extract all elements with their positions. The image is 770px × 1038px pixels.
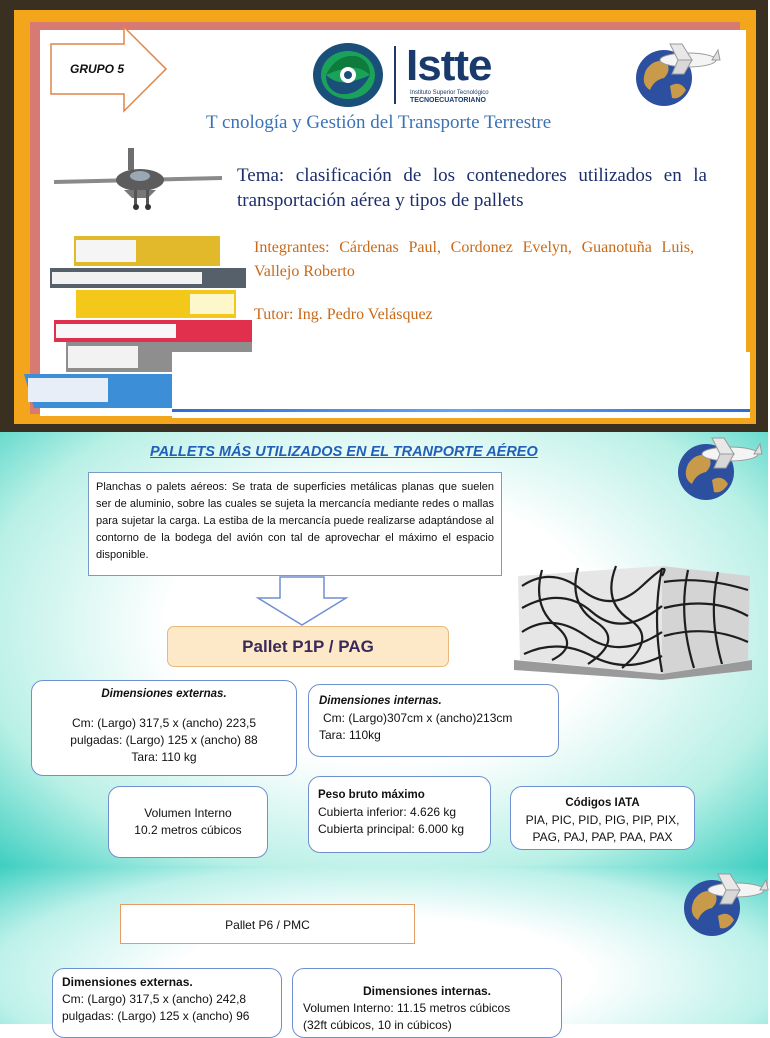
- internal-volume-heading: Volumen Interno: [144, 806, 232, 820]
- istte-emblem-icon: [312, 42, 384, 108]
- globe-airplane-icon: [632, 40, 722, 110]
- external-dimensions-box: [31, 680, 297, 776]
- logo-subtitle: Instituto Superior Tecnológico: [410, 90, 489, 96]
- p6-external-dimensions-box: [52, 968, 282, 1038]
- title-footer-bar: [172, 352, 750, 418]
- p6-internal-heading: Dimensiones internas.: [362, 984, 492, 998]
- internal-volume-value: 10.2 metros cúbicos: [134, 823, 242, 837]
- p6-internal-volume: Volumen Interno: 11.15 metros cúbicos: [303, 1001, 511, 1015]
- istte-logo: [312, 42, 512, 108]
- globe-airplane-icon: [680, 870, 770, 940]
- internal-dimensions-heading: Dimensiones internas.: [319, 695, 442, 707]
- p6-external-cm: Cm: (Largo) 317,5 x (ancho) 242,8: [62, 992, 247, 1006]
- logo-wordmark: Istte: [406, 41, 492, 90]
- group-label: GRUPO 5: [70, 62, 125, 76]
- p6-external-inches: pulgadas: (Largo) 125 x (ancho) 96: [62, 1009, 250, 1023]
- pallet-p6-label: Pallet P6 / PMC: [120, 904, 415, 944]
- lower-deck-weight: Cubierta inferior: 4.626 kg: [318, 805, 457, 819]
- airplane-icon: [54, 146, 222, 212]
- iata-codes-line2: PAG, PAJ, PAP, PAA, PAX: [532, 830, 673, 844]
- main-deck-weight: Cubierta principal: 6.000 kg: [318, 822, 465, 836]
- internal-dimensions-box: [308, 684, 559, 757]
- pallets-slide: [0, 432, 768, 866]
- logo-subtitle-name: TECNOECUATORIANO: [410, 97, 486, 104]
- slide-heading: PALLETS MÁS UTILIZADOS EN EL TRANPORTE AÉREO: [150, 444, 538, 460]
- p6-internal-dimensions-box: [292, 968, 562, 1038]
- pallet-p6-slide: [0, 866, 768, 1032]
- max-gross-weight-heading: Peso bruto máximo: [318, 789, 425, 801]
- internal-dimensions-cm: Cm: (Largo)307cm x (ancho)213cm: [323, 711, 513, 725]
- footer-stripe: [172, 409, 750, 412]
- team-members: Integrantes: Cárdenas Paul, Cordonez Evelyn, Guanotuña Luis, Vallejo Roberto: [254, 239, 694, 280]
- p6-internal-volume-ft: (32ft cúbicos, 10 in cúbicos): [303, 1018, 452, 1032]
- iata-codes-line1: PIA, PIC, PID, PIG, PIP, PIX,: [525, 813, 680, 827]
- max-gross-weight-box: [308, 776, 491, 853]
- external-dimensions-cm: Cm: (Largo) 317,5 x (ancho) 223,5: [71, 716, 257, 730]
- career-title: T cnología y Gestión del Transporte Terrestre: [206, 112, 552, 133]
- iata-codes-box: [510, 786, 695, 850]
- external-tare: Tara: 110 kg: [131, 750, 197, 764]
- internal-tare: Tara: 110kg: [319, 728, 381, 742]
- pallet-p1p-label: Pallet P1P / PAG: [167, 626, 449, 667]
- arrow-down-icon: [256, 576, 348, 626]
- tutor-name: Tutor: Ing. Pedro Velásquez: [254, 306, 433, 323]
- pallet-description: Planchas o palets aéreos: Se trata de superficies metálicas planas que suelen ser de aluminio, sobre las cuales se sujeta la mercancía mediante redes o mallas para sujetar la carga. La estiba de la mercancía puede realizarse adaptándose al contorno de la bodega del avión con tal de aprovechar el máximo el espacio disponible.: [88, 472, 502, 576]
- globe-airplane-icon: [674, 434, 764, 504]
- netted-cargo-pallet-icon: [512, 556, 756, 680]
- p6-external-heading: Dimensiones externas.: [62, 975, 193, 989]
- external-dimensions-heading: Dimensiones externas.: [101, 688, 227, 700]
- logo-divider: [394, 46, 396, 104]
- external-dimensions-inches: pulgadas: (Largo) 125 x (ancho) 88: [70, 733, 258, 747]
- title-slide: [0, 0, 768, 432]
- iata-codes-heading: Códigos IATA: [565, 797, 640, 809]
- presentation-topic: Tema: clasificación de los contenedores utilizados en la transportación aérea y tipos de pallets: [237, 165, 707, 211]
- internal-volume-box: [108, 786, 268, 858]
